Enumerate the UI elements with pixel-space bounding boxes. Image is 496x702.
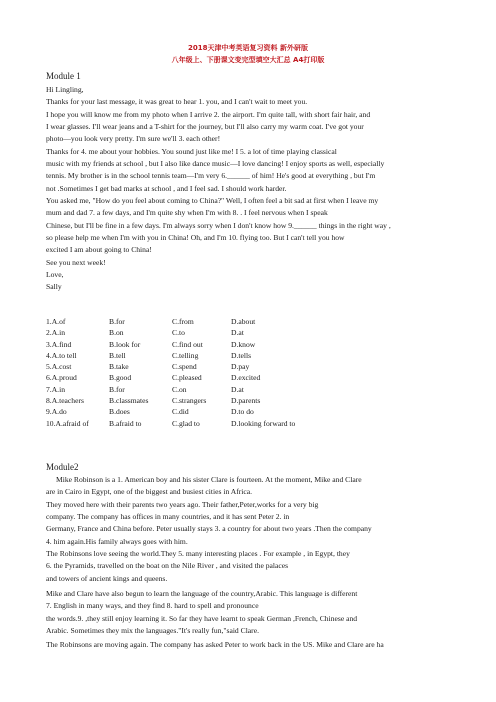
passage-line: Mike Robinson is a 1. American boy and his sister Clare is fourteen. At the moment, Mike and Clare — [56, 475, 362, 484]
option-c: C.to — [172, 328, 185, 338]
option-c: C.telling — [172, 350, 199, 360]
passage-line: and towers of ancient kings and queens. — [46, 574, 168, 583]
option-c: C.pleased — [172, 373, 202, 383]
option-c: C.on — [172, 384, 187, 394]
option-b: B.classmates — [109, 396, 149, 406]
option-a: 1.A.of — [46, 317, 66, 326]
option-a: 2.A.in — [46, 328, 65, 338]
passage-line: 4. him again.His family always goes with him. — [46, 537, 188, 546]
option-b: B.good — [109, 373, 132, 383]
option-a: 9.A.do — [46, 407, 67, 417]
passage-line: are in Cairo in Egypt, one of the biggest and busiest cities in Africa. — [46, 487, 253, 496]
passage-line: The Robinsons are moving again. The company has asked Peter to work back in the US. Mike and Clare are ha — [46, 640, 384, 649]
option-c: C.strangers — [172, 396, 207, 406]
passage-line: the words.9. ,they still enjoy learning it. So far they have learnt to speak German ,French, Chinese and — [46, 614, 358, 623]
passage-line: music with my friends at school , but I also like dance music—I love dancing! I enjoy sports as well, especially — [46, 159, 385, 168]
option-d: D.parents — [231, 396, 261, 406]
option-b: B.for — [109, 384, 125, 394]
option-c: C.spend — [172, 362, 197, 372]
passage-line: You asked me, "How do you feel about coming to China?" Well, I often feel a bit sad at first when I leave my — [46, 196, 379, 205]
option-b: B.take — [109, 362, 129, 372]
passage-line: 6. the Pyramids, travelled on the boat on the Nile River , and visited the palaces — [46, 561, 289, 570]
option-d: D.tells — [231, 350, 252, 360]
passage-line: See you next week! — [46, 258, 106, 267]
passage-line: mum and dad 7. a few days, and I'm quite shy when I'm with 8. . I feel nervous when I speak — [46, 208, 328, 217]
passage-line: I wear glasses. I'll wear jeans and a T-shirt for the journey, but I'll also carry my warm coat. I've got your — [46, 122, 364, 131]
passage-line: Germany, France and China before. Peter usually stays 3. a country for about two years .Then the company — [46, 524, 372, 533]
option-a: 8.A.teachers — [46, 396, 84, 406]
option-d: D.pay — [231, 362, 250, 372]
passage-line: Chinese, but I'll be fine in a few days. I'm always sorry when I don't know how 9.______ things in the right way , — [46, 221, 391, 230]
option-c: C.from — [172, 317, 194, 326]
passage-line: I hope you will know me from my photo when I arrive 2. the airport. I'm quite tall, with short fair hair, and — [46, 110, 371, 119]
option-a: 10.A.afraid of — [46, 418, 89, 428]
option-b: B.look for — [109, 339, 141, 349]
passage-line: so please help me when I'm with you in China! Oh, and I'm 10. flying too. But I can't tell you how — [46, 233, 345, 242]
option-d: D.about — [231, 317, 256, 326]
option-d: D.looking forward to — [231, 418, 296, 428]
option-d: D.at — [231, 384, 244, 394]
option-a: 5.A.cost — [46, 362, 72, 372]
passage-line: Hi Lingling, — [46, 85, 84, 94]
option-d: D.know — [231, 339, 256, 349]
option-d: D.excited — [231, 373, 261, 383]
option-b: B.does — [109, 407, 130, 417]
option-b: B.afraid to — [109, 418, 142, 428]
passage-line: Arabic. Sometimes they mix the languages."It's really fun,"said Clare. — [46, 626, 259, 635]
option-b: B.on — [109, 328, 124, 338]
passage-line: 7. English in many ways, and they find 8. hard to spell and pronounce — [46, 601, 259, 610]
option-a: 3.A.find — [46, 339, 72, 349]
option-a: 7.A.in — [46, 384, 65, 394]
header-title: 2018天津中考英语复习资料 新外研版 — [188, 44, 308, 52]
passage-line: Thanks for 4. me about your hobbies. You sound just like me! I 5. a lot of time playing classical — [46, 147, 337, 156]
module2-title: Module2 — [46, 462, 79, 472]
passage-line: The Robinsons love seeing the world.They 5. many interesting places . For example , in Egypt, they — [46, 549, 350, 558]
option-c: C.did — [172, 407, 189, 417]
passage-line: tennis. My brother is in the school tennis team—I'm very 6.______ of him! He's good at everything , but I'm — [46, 171, 376, 180]
option-d: D.to do — [231, 407, 254, 417]
passage-line: They moved here with their parents two years ago. Their father,Peter,works for a very big — [46, 500, 319, 509]
passage-line: photo—you look very pretty. I'm sure we'll 3. each other! — [46, 134, 221, 143]
option-a: 6.A.proud — [46, 373, 77, 383]
option-b: B.tell — [109, 350, 126, 360]
option-a: 4.A.to tell — [46, 350, 77, 360]
passage-line: excited I am about going to China! — [46, 245, 152, 254]
passage-line: Love, — [46, 270, 64, 279]
option-b: B.for — [109, 317, 125, 326]
passage-line: Thanks for your last message, it was great to hear 1. you, and I can't wait to meet you. — [46, 97, 308, 106]
option-c: C.find out — [172, 339, 203, 349]
passage-line: Sally — [46, 282, 62, 291]
passage-line: not .Sometimes I get bad marks at school , and I feel sad. I should work harder. — [46, 184, 287, 193]
passage-line: Mike and Clare have also begun to learn the language of the country,Arabic. This language is different — [46, 589, 358, 598]
passage-line: company. The company has offices in many countries, and it has sent Peter 2. in — [46, 512, 290, 521]
header-subtitle: 八年级上、下册课文变完型填空大汇总 A4打印版 — [171, 56, 325, 64]
option-d: D.at — [231, 328, 244, 338]
option-c: C.glad to — [172, 418, 200, 428]
module1-title: Module 1 — [46, 71, 81, 81]
